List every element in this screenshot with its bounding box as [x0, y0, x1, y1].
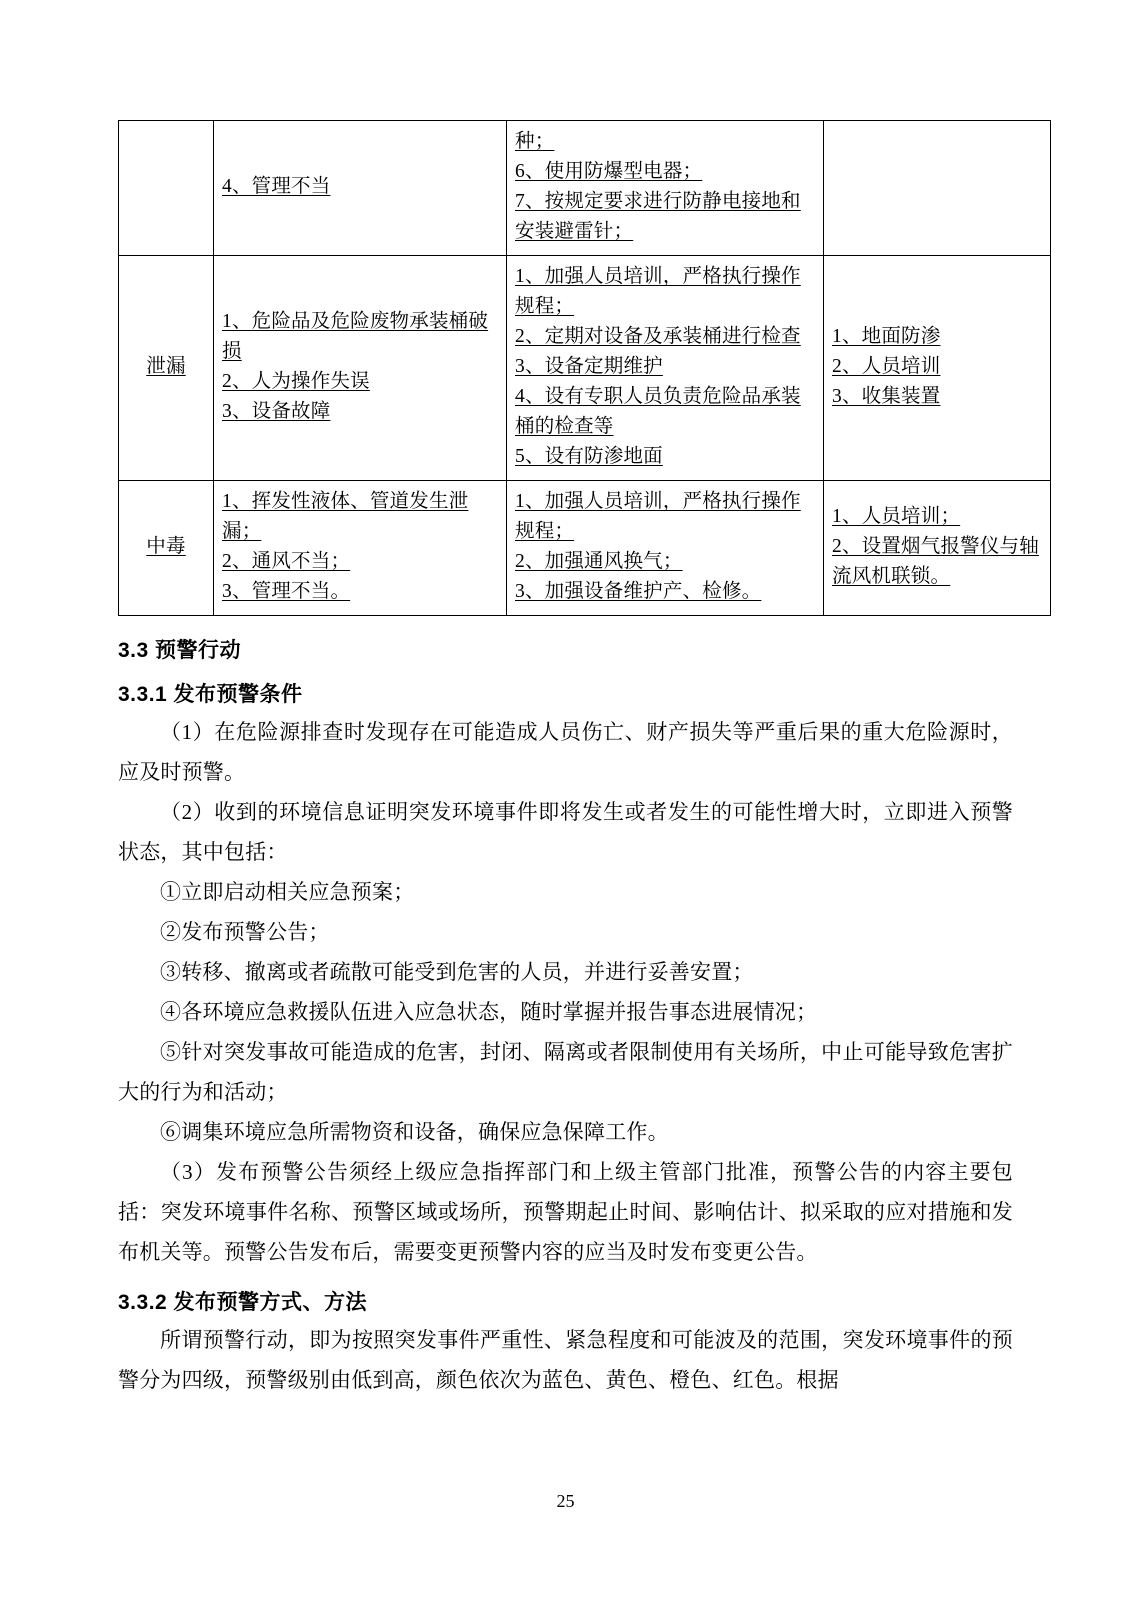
paragraph: 所谓预警行动，即为按照突发事件严重性、紧急程度和可能波及的范围，突发环境事件的预警分为四级，预警级别由低到高，颜色依次为蓝色、黄色、橙色、红色。根据	[118, 1328, 1013, 1392]
paragraph: ③转移、撤离或者疏散可能受到危害的人员，并进行妥善安置；	[160, 960, 754, 984]
row-extra-cell: 1、地面防渗 2、人员培训 3、收集装置	[824, 256, 1051, 481]
paragraph: ④各环境应急救援队伍进入应急状态，随时掌握并报告事态进展情况；	[160, 1000, 818, 1024]
risk-analysis-table	[118, 120, 1051, 616]
row-extra-cell	[824, 121, 1051, 256]
table-row	[119, 256, 1051, 481]
row-type-cell: 泄漏	[119, 256, 214, 481]
paragraph: ②发布预警公告；	[160, 920, 330, 944]
subsection-heading-3-3-2: 3.3.2 发布预警方式、方法	[118, 1291, 368, 1314]
subsection-heading-3-3-1: 3.3.1 发布预警条件	[118, 683, 303, 706]
row-extra-cell: 1、人员培训； 2、设置烟气报警仪与轴流风机联锁。	[824, 481, 1051, 616]
row-type-cell	[119, 121, 214, 256]
table-row	[119, 121, 1051, 256]
paragraph: （3）发布预警公告须经上级应急指挥部门和上级主管部门批准，预警公告的内容主要包括：突发环境事件名称、预警区域或场所，预警期起止时间、影响估计、拟采取的应对措施和发布机关等。预警公告发布后，需要变更预警内容的应当及时发布变更公告。	[118, 1160, 1013, 1264]
row-cause-cell: 4、管理不当	[214, 121, 507, 256]
section-heading-3-3: 3.3 预警行动	[118, 639, 242, 662]
row-cause-cell: 1、危险品及危险废物承装桶破损 2、人为操作失误 3、设备故障	[214, 256, 507, 481]
paragraph: ⑤针对突发事故可能造成的危害，封闭、隔离或者限制使用有关场所，中止可能导致危害扩大的行为和活动；	[118, 1040, 1013, 1104]
row-measure-cell: 1、加强人员培训，严格执行操作规程； 2、定期对设备及承装桶进行检查 3、设备定期维护 4、设有专职人员负责危险品承装桶的检查等 5、设有防渗地面	[507, 256, 824, 481]
row-measure-cell: 种； 6、使用防爆型电器； 7、按规定要求进行防静电接地和安装避雷针；	[507, 121, 824, 256]
row-cause-cell: 1、挥发性液体、管道发生泄漏； 2、通风不当； 3、管理不当。	[214, 481, 507, 616]
row-measure-cell: 1、加强人员培训，严格执行操作规程； 2、加强通风换气； 3、加强设备维护产、检修。	[507, 481, 824, 616]
paragraph: ⑥调集环境应急所需物资和设备，确保应急保障工作。	[160, 1120, 669, 1144]
paragraph: ①立即启动相关应急预案；	[160, 880, 415, 904]
page-number: 25	[556, 1491, 575, 1511]
table-row	[119, 481, 1051, 616]
paragraph: （2）收到的环境信息证明突发环境事件即将发生或者发生的可能性增大时，立即进入预警状态，其中包括：	[118, 800, 1013, 864]
row-type-cell: 中毒	[119, 481, 214, 616]
paragraph: （1）在危险源排查时发现存在可能造成人员伤亡、财产损失等严重后果的重大危险源时，应及时预警。	[118, 720, 1013, 784]
